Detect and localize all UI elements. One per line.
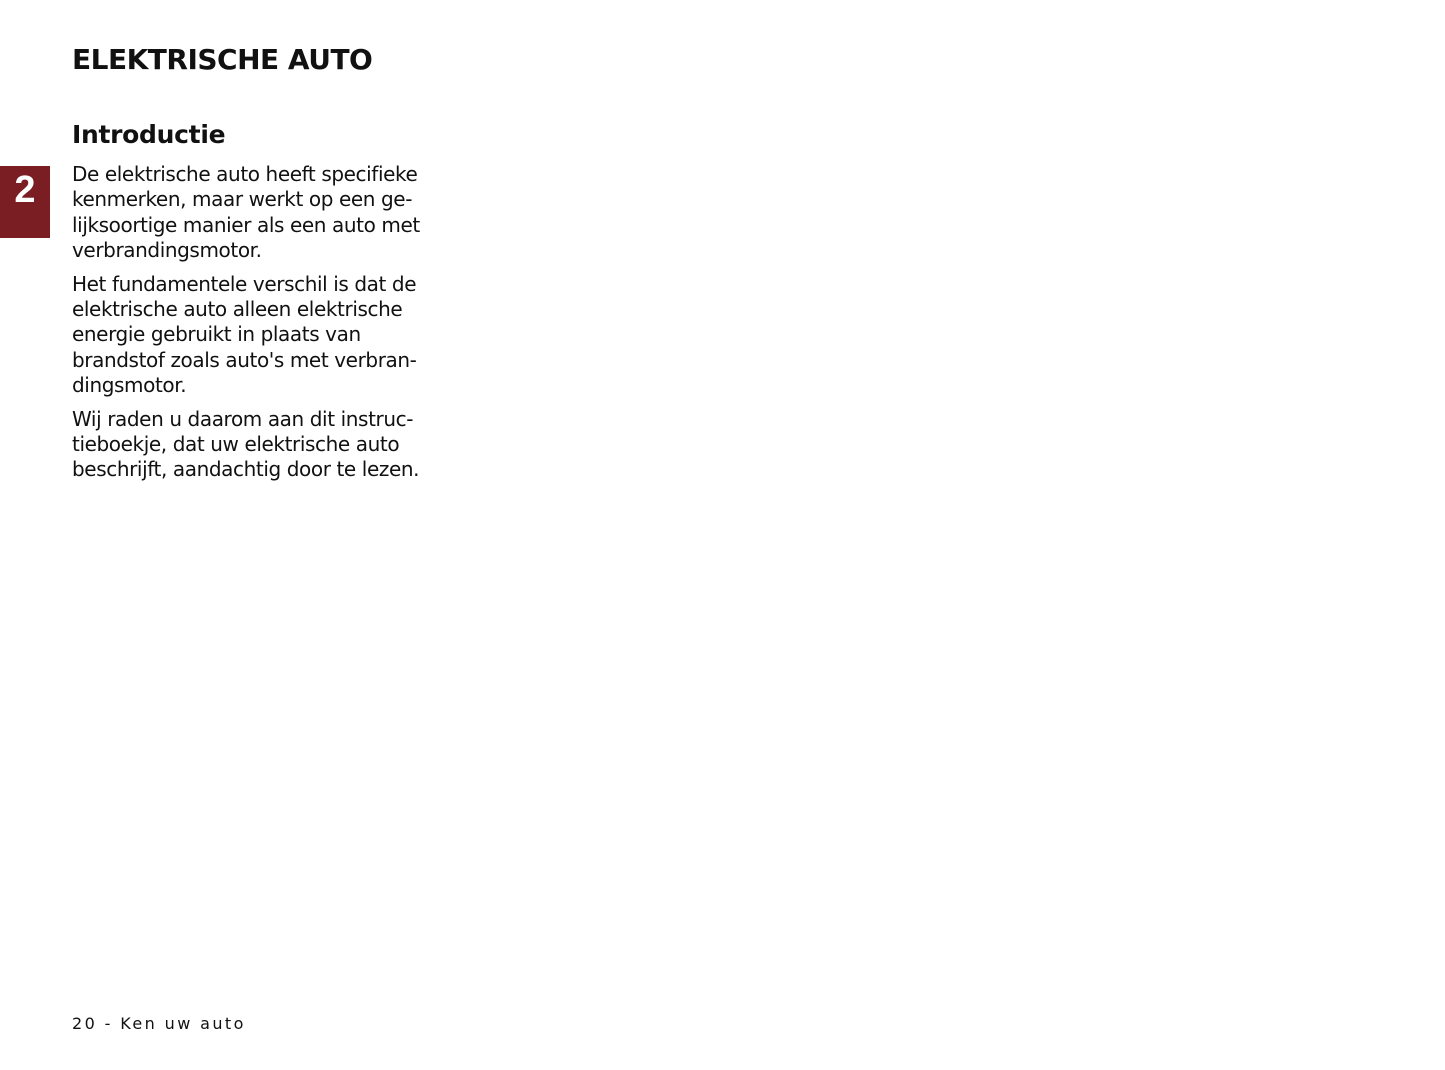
text-line: kenmerken, maar werkt op een ge- [72, 187, 413, 212]
text-line: tieboekje, dat uw elektrische auto [72, 432, 400, 457]
chapter-tab: 2 [0, 166, 50, 238]
content-column [72, 116, 472, 491]
text-line: elektrische auto alleen elektrische [72, 297, 403, 322]
text-line: Wij raden u daarom aan dit instruc- [72, 406, 414, 431]
page-footer: 20 - Ken uw auto [72, 1014, 246, 1033]
page-title: ELEKTRISCHE AUTO [72, 43, 373, 76]
text-line: lijksoortige manier als een auto met [72, 212, 420, 237]
paragraph-3 [72, 407, 472, 483]
text-line: energie gebruikt in plaats van [72, 322, 361, 347]
paragraph-1 [72, 162, 472, 264]
text-line: dingsmotor. [72, 373, 187, 398]
text-line: De elektrische auto heeft specifieke [72, 162, 418, 186]
section-title: Introductie [72, 120, 226, 149]
text-line: verbrandingsmotor. [72, 238, 262, 263]
text-line: beschrijft, aandachtig door te lezen. [72, 457, 420, 482]
paragraph-2 [72, 272, 472, 399]
text-line: brandstof zoals auto's met verbran- [72, 347, 417, 372]
text-line: Het fundamentele verschil is dat de [72, 271, 417, 296]
